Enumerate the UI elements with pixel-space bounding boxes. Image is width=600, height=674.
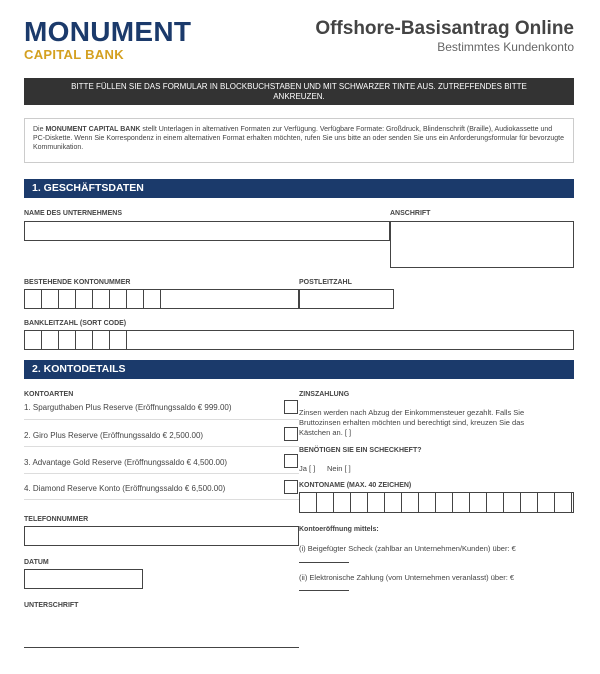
section-1-header: 1. GESCHÄFTSDATEN — [24, 179, 574, 198]
account-number-label: BESTEHENDE KONTONUMMER — [24, 279, 131, 286]
account-name-cell[interactable] — [453, 493, 470, 512]
account-type-option: 4. Diamond Reserve Konto (Eröffnungssaldo € 6,500.00) — [24, 484, 226, 493]
account-name-cell[interactable] — [385, 493, 402, 512]
cheque-yes-option[interactable]: Ja [ ] — [299, 464, 316, 473]
account-number-field[interactable] — [24, 289, 299, 309]
sort-code-cell[interactable] — [25, 331, 42, 349]
company-name-label: NAME DES UNTERNEHMENS — [24, 210, 123, 217]
account-name-cell[interactable] — [351, 493, 368, 512]
divider — [24, 473, 299, 474]
account-name-cell[interactable] — [521, 493, 538, 512]
account-digit-cell[interactable] — [25, 290, 42, 308]
info-bank-name: MONUMENT CAPITAL BANK — [45, 126, 141, 133]
sort-code-cell[interactable] — [110, 331, 127, 349]
account-type-option: 3. Advantage Gold Reserve (Eröffnungssaldo € 4,500.00) — [24, 458, 228, 467]
account-digit-cell[interactable] — [59, 290, 76, 308]
account-type-option: 2. Giro Plus Reserve (Eröffnungssaldo € 2,500.00) — [24, 431, 204, 440]
account-digit-cell[interactable] — [93, 290, 110, 308]
account-type-option: 1. Sparguthaben Plus Reserve (Eröffnungssaldo € 999.00) — [24, 403, 232, 412]
cheque-book-label: BENÖTIGEN SIE EIN SCHECKHEFT? — [299, 447, 422, 454]
info-prefix: Die — [33, 126, 46, 133]
account-type-checkbox[interactable] — [284, 400, 298, 414]
sort-code-cell[interactable] — [76, 331, 93, 349]
info-text: stellt Unterlagen in alternativen Formaten zur Verfügung. Verfügbare Formate: Großdruck, Blindenschrift (Braille), Audiokassette und PC-Diskette. Wenn Sie Korrespondenz in einem alternativen Format erhalten möchten, rufen Sie uns bitte an oder senden Sie uns ein Anforderungsformular für bevorzugte Kommunikation. — [33, 126, 564, 151]
cheque-no-option[interactable]: Nein [ ] — [327, 464, 351, 473]
address-label: ANSCHRIFT — [390, 210, 431, 217]
account-digit-cell[interactable] — [42, 290, 59, 308]
divider — [24, 419, 299, 420]
account-type-checkbox[interactable] — [284, 454, 298, 468]
account-name-cell[interactable] — [402, 493, 419, 512]
bank-logo-subtitle: CAPITAL BANK — [24, 47, 124, 62]
sort-code-cell[interactable] — [93, 331, 110, 349]
interest-text: Zinsen werden nach Abzug der Einkommensteuer gezahlt. Falls Sie Bruttozinsen erhalten möchten und berechtigt sind, kreuzen Sie das Kästchen an. [ ] — [299, 408, 525, 437]
account-name-cell[interactable] — [504, 493, 521, 512]
account-name-label: KONTONAME (MAX. 40 ZEICHEN) — [299, 482, 412, 489]
account-digit-cell[interactable] — [127, 290, 144, 308]
form-subtitle: Bestimmtes Kundenkonto — [437, 40, 574, 54]
bank-logo-name: MONUMENT — [24, 16, 192, 47]
postcode-label: POSTLEITZAHL — [299, 279, 352, 286]
account-name-cell[interactable] — [436, 493, 453, 512]
account-name-cell[interactable] — [317, 493, 334, 512]
account-types-label: KONTOARTEN — [24, 391, 74, 398]
sort-code-cell[interactable] — [59, 331, 76, 349]
account-type-checkbox[interactable] — [284, 427, 298, 441]
sort-code-label: BANKLEITZAHL (SORT CODE) — [24, 320, 127, 327]
date-field[interactable] — [24, 569, 143, 589]
account-name-field[interactable] — [299, 492, 574, 513]
date-label: DATUM — [24, 559, 49, 566]
sort-code-field[interactable] — [24, 330, 574, 350]
notice-banner — [24, 78, 574, 105]
opening-cheque-text: (i) Beigefügter Scheck (zahlbar an Unternehmen/Kunden) über: € — [299, 544, 516, 553]
divider — [24, 499, 299, 500]
transfer-amount-line[interactable] — [299, 590, 349, 591]
signature-line[interactable] — [24, 647, 299, 648]
divider — [24, 446, 299, 447]
account-digit-cell[interactable] — [110, 290, 127, 308]
notice-text: BITTE FÜLLEN SIE DAS FORMULAR IN BLOCKBUCHSTABEN UND MIT SCHWARZER TINTE AUS. ZUTREFFENDES BITTE ANKREUZEN. — [71, 81, 527, 101]
section-2-header: 2. KONTODETAILS — [24, 360, 574, 379]
phone-field[interactable] — [24, 526, 299, 546]
company-name-field[interactable] — [24, 221, 390, 241]
account-name-cell[interactable] — [368, 493, 385, 512]
account-name-cell[interactable] — [419, 493, 436, 512]
postcode-field[interactable] — [299, 289, 394, 309]
account-name-cell[interactable] — [487, 493, 504, 512]
account-name-cell[interactable] — [538, 493, 555, 512]
info-box — [24, 118, 574, 163]
form-title: Offshore-Basisantrag Online — [315, 18, 574, 39]
account-name-cell[interactable] — [334, 493, 351, 512]
account-digit-cell[interactable] — [144, 290, 161, 308]
account-name-cell[interactable] — [555, 493, 572, 512]
account-name-cell[interactable] — [470, 493, 487, 512]
address-field[interactable] — [390, 221, 574, 268]
account-type-checkbox[interactable] — [284, 480, 298, 494]
phone-label: TELEFONNUMMER — [24, 516, 89, 523]
cheque-amount-line[interactable] — [299, 562, 349, 563]
interest-label: ZINSZAHLUNG — [299, 391, 350, 398]
account-name-cell[interactable] — [300, 493, 317, 512]
signature-label: UNTERSCHRIFT — [24, 602, 79, 609]
account-digit-cell[interactable] — [76, 290, 93, 308]
opening-method-label: Kontoeröffnung mittels: — [299, 526, 379, 533]
opening-transfer-text: (ii) Elektronische Zahlung (vom Unternehmen veranlasst) über: € — [299, 573, 515, 582]
sort-code-cell[interactable] — [42, 331, 59, 349]
